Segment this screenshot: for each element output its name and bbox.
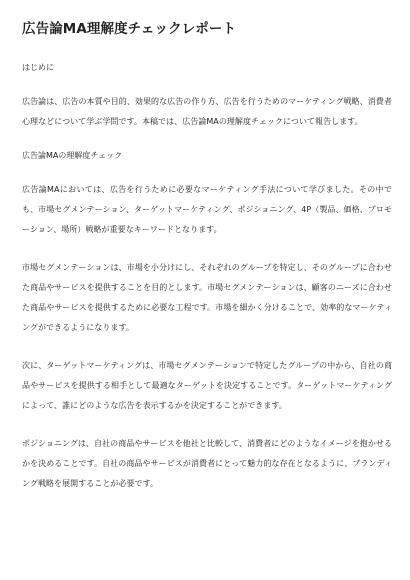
paragraph-positioning: ポジショニングは、自社の商品やサービスを他社と比較して、消費者にどのようなイメージを抱かせるかを決めることです。自社の商品やサービスが消費者にとって魅力的な存在となるように、ブランディング戦略を展開することが必要です。: [22, 439, 392, 488]
paragraph-market-segmentation: 市場セグメンテーションは、市場を小分けにし、それぞれのグループを特定し、そのグループに合わせた商品やサービスを提供することを目的とします。市場セグメンテーションは、顧客のニーズに合わせた商品やサービスを提供するために必要な工程です。市場を細かく分けることで、効率的なマーケティングができるようになります。: [22, 263, 392, 332]
paragraph-introduction: 広告論は、広告の本質や目的、効果的な広告の作り方、広告を行うためのマーケティング戦略、消費者心理などについて学ぶ学問です。本稿では、広告論MAの理解度チェックについて報告します。: [22, 97, 392, 126]
paragraph-marketing-methods: 広告論MAにおいては、広告を行うために必要なマーケティング手法について学びました。その中でも、市場セグメンテーション、ターゲットマーケティング、ポジショニング、4P（製品、価格、プロモーション、場所）戦略が重要なキーワードとなります。: [22, 185, 392, 234]
paragraph-target-marketing: 次に、ターゲットマーケティングは、市場セグメンテーションで特定したグループの中から、自社の商品やサービスを提供する相手として最適なターゲットを決定することです。ターゲットマーケティングによって、誰にどのような広告を表示するかを決定することができます。: [22, 361, 392, 410]
section-heading-introduction: はじめに: [22, 63, 54, 72]
section-heading-comprehension-check: 広告論MAの理解度チェック: [22, 151, 123, 160]
document-title: 広告論MA理解度チェックレポート: [22, 21, 237, 37]
